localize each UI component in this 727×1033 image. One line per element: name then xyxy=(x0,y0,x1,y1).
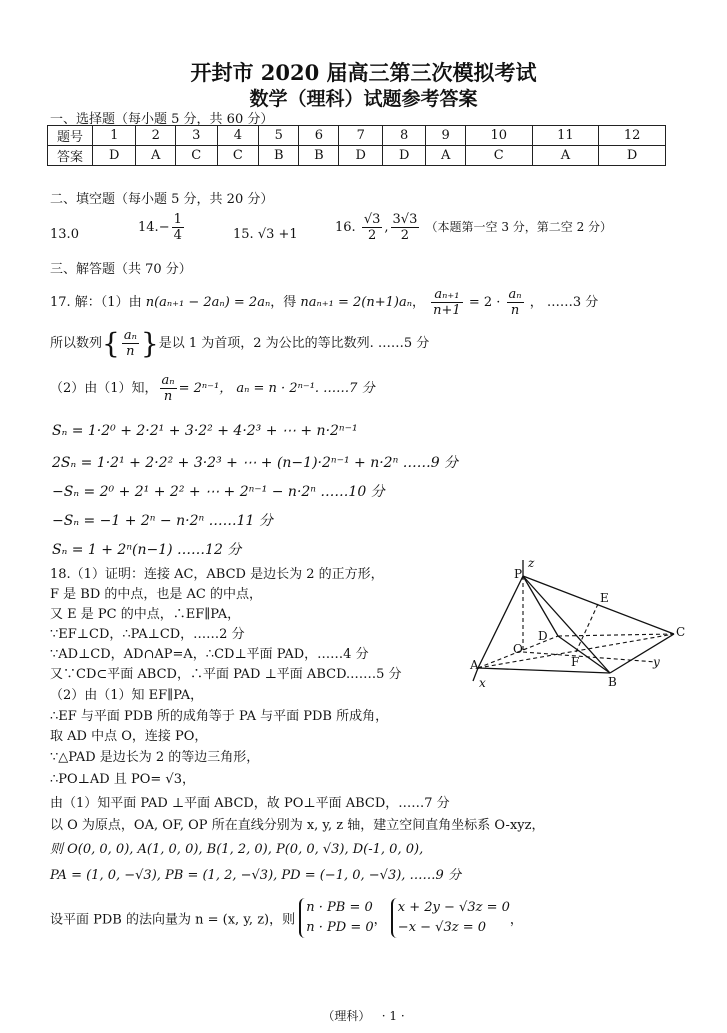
answer-14 xyxy=(138,212,186,243)
q17-line-5: 2Sₙ = 1·2¹ + 2·2² + 3·2³ + ⋯ + (n−1)·2ⁿ⁻¹ + n·2ⁿ ……9 分 xyxy=(52,455,459,471)
system-row: x + 2y − √3z = 0 xyxy=(397,900,510,915)
section1-heading: 一、选择题（每小题 5 分，共 60 分） xyxy=(50,112,274,127)
edge-AB xyxy=(478,668,610,673)
q18-line-10: ∵△PAD 是边长为 2 的等边三角形， xyxy=(50,750,260,765)
table-cell: 9 xyxy=(426,126,465,146)
label-C: C xyxy=(676,625,686,639)
table-cell: 3 xyxy=(175,126,217,146)
label-O: O xyxy=(513,642,523,656)
row-label: 答案 xyxy=(48,146,93,166)
label-y: y xyxy=(653,655,660,669)
q17-line-2: 所以数列{ $\frac{\text{aₙ}}{n}$ }是以 1 为首项，2 为公比的等比数列. ……5 分 xyxy=(50,327,430,360)
q18-line-11: ∴PO⊥AD 且 PO= √3， xyxy=(50,772,195,787)
q17-l1-frac2 xyxy=(507,287,524,318)
section2-heading: 二、填空题（每小题 5 分，共 20 分） xyxy=(50,192,274,207)
q17-l3-b: = 2ⁿ⁻¹， aₙ = n · 2ⁿ⁻¹. ……7 分 xyxy=(178,381,375,396)
table-cell: 1 xyxy=(93,126,136,146)
label-B: B xyxy=(608,675,617,689)
q17-l3-a: （2）由（1）知， xyxy=(50,381,158,396)
table-cell: D xyxy=(339,146,382,166)
edge-EF xyxy=(576,604,598,652)
q18-line-1: 18.（1）证明：连接 AC，ABCD 是边长为 2 的正方形， xyxy=(50,567,384,582)
q17-line-4: Sₙ = 1·2⁰ + 2·2¹ + 3·2² + 4·2³ + ⋯ + n·2ⁿ⁻¹ xyxy=(52,423,358,439)
answer-13 xyxy=(50,227,79,242)
table-cell: B xyxy=(299,146,339,166)
q17-line-8: Sₙ = 1 + 2ⁿ(n−1) ……12 分 xyxy=(52,542,242,558)
q13-label: 13. xyxy=(50,227,71,242)
fraction-numerator: aₙ xyxy=(123,328,137,343)
edge-PD xyxy=(523,576,558,636)
fraction-numerator: aₙ xyxy=(161,373,175,388)
system-row: −x − √3z = 0 xyxy=(397,920,487,935)
normal-vector-system-2 xyxy=(391,898,510,938)
label-E: E xyxy=(600,591,609,605)
normal-vector-system-1 xyxy=(299,898,373,938)
q18-line-16 xyxy=(50,898,523,938)
fraction-numerator: 3√3 xyxy=(392,212,418,227)
q17-l1-c: ，得 xyxy=(270,295,297,310)
q16-fraction-2 xyxy=(391,212,420,243)
q17-l1-a: 17. 解：（1）由 xyxy=(50,295,142,310)
q18-line-3: 又 E 是 PC 的中点，∴EF∥PA， xyxy=(50,607,241,622)
q15-label: 15. xyxy=(233,227,254,242)
fraction-denominator: 2 xyxy=(400,228,410,243)
q18-line-12: 由（1）知平面 PAD ⊥平面 ABCD，故 PO⊥平面 ABCD，……7 分 xyxy=(50,796,450,811)
label-D: D xyxy=(538,629,548,643)
q18-line-14: 则 O(0, 0, 0), A(1, 0, 0), B(1, 2, 0), P(0, 0, √3), D(-1, 0, 0), xyxy=(50,842,424,857)
fraction-denominator: 4 xyxy=(173,228,182,243)
q17-l1-b: n(aₙ₊₁ − 2aₙ) = 2aₙ xyxy=(145,295,271,310)
table-cell: D xyxy=(599,146,666,166)
table-cell: 8 xyxy=(382,126,425,146)
answer-16 xyxy=(335,212,612,243)
fraction-numerator: 1 xyxy=(173,212,182,227)
label-F: F xyxy=(571,655,580,669)
q17-line-3 xyxy=(50,373,375,404)
label-z: z xyxy=(528,556,535,570)
fraction-denominator: n xyxy=(126,344,135,359)
q18-line-15: PA = (1, 0, −√3), PB = (1, 2, −√3), PD = (−1, 0, −√3), ……9 分 xyxy=(50,868,461,883)
q18-l16-a: 设平面 PDB 的法向量为 n = (x, y, z)，则 xyxy=(50,912,296,928)
fraction-denominator: 2 xyxy=(367,228,377,243)
page-footer xyxy=(0,1007,727,1024)
q17-l2-b: 是以 1 为首项，2 为公比的等比数列. ……5 分 xyxy=(158,336,430,351)
q17-l2-a: 所以数列 xyxy=(50,336,103,351)
table-cell: A xyxy=(426,146,465,166)
table-cell: D xyxy=(382,146,425,166)
q14-fraction xyxy=(172,212,184,243)
fraction-numerator: aₙ₊₁ xyxy=(431,287,463,303)
q18-l16-comma: ， xyxy=(373,912,387,928)
q17-l1-e: ， xyxy=(411,295,425,310)
edge-PC xyxy=(523,576,674,634)
system-row: n · PB = 0 xyxy=(306,900,373,915)
q18-line-4: ∵EF⊥CD，∴PA⊥CD，……2 分 xyxy=(50,627,245,642)
q18-line-7: （2）由（1）知 EF∥PA， xyxy=(50,688,204,703)
q14-sign: − xyxy=(158,220,170,235)
q18-line-2: F 是 BD 的中点，也是 AC 的中点， xyxy=(50,587,262,602)
q18-line-5: ∵AD⊥CD，AD∩AP=A，∴CD⊥平面 PAD，……4 分 xyxy=(50,647,369,662)
table-cell: 6 xyxy=(299,126,339,146)
q17-l2-frac xyxy=(122,328,139,359)
q16-label: 16. xyxy=(335,220,356,235)
edge-DB xyxy=(558,636,610,673)
q17-line-1 xyxy=(50,287,598,318)
table-cell: B xyxy=(259,146,299,166)
table-cell: D xyxy=(93,146,136,166)
doc-title: 开封市 2020 届高三第三次模拟考试 xyxy=(190,60,537,85)
q18-line-8: ∴EF 与平面 PDB 所的成角等于 PA 与平面 PDB 所成角， xyxy=(50,709,389,724)
edge-BC xyxy=(610,634,674,673)
q17-l3-frac xyxy=(160,373,177,404)
q18-l16-end: ， xyxy=(509,912,523,928)
q17-line-7: −Sₙ = −1 + 2ⁿ − n·2ⁿ ……11 分 xyxy=(52,513,273,529)
table-cell: 7 xyxy=(339,126,382,146)
doc-subtitle: 数学（理科）试题参考答案 xyxy=(249,88,478,110)
table-cell: C xyxy=(465,146,532,166)
answer-15 xyxy=(233,227,298,242)
q17-l1-score: ， ……3 分 xyxy=(529,295,599,310)
table-cell: 10 xyxy=(465,126,532,146)
q16-separator: , xyxy=(384,220,389,235)
q17-line-6: −Sₙ = 2⁰ + 2¹ + 2² + ⋯ + 2ⁿ⁻¹ − n·2ⁿ ……10 分 xyxy=(52,484,385,500)
fraction-denominator: n+1 xyxy=(433,303,461,318)
section3-heading: 三、解答题（共 70 分） xyxy=(50,262,192,277)
table-row-answers xyxy=(48,146,666,166)
table-cell: 12 xyxy=(599,126,666,146)
answer-table xyxy=(47,125,666,166)
q18-line-6: 又∵CD⊂平面 ABCD，∴平面 PAD ⊥平面 ABCD.……5 分 xyxy=(50,667,402,682)
fraction-denominator: n xyxy=(163,389,173,404)
row-label: 题号 xyxy=(48,126,93,146)
q14-label: 14. xyxy=(138,220,159,235)
q15-value: √3 +1 xyxy=(257,227,298,242)
label-P: P xyxy=(514,567,523,581)
q13-value: 0 xyxy=(70,227,79,242)
q18-line-9: 取 AD 中点 O，连接 PO， xyxy=(50,729,208,744)
table-cell: 5 xyxy=(259,126,299,146)
table-cell: A xyxy=(532,146,599,166)
footer-text: （理科） xyxy=(322,1009,371,1023)
fraction-denominator: n xyxy=(510,303,520,318)
q17-l1-frac1 xyxy=(431,287,463,318)
label-A: A xyxy=(470,658,479,672)
q16-fraction-1 xyxy=(362,212,383,243)
q18-line-13: 以 O 为原点，OA, OF, OP 所在直线分别为 x, y, z 轴，建立空间直角坐标系 O-xyz， xyxy=(50,818,545,833)
label-x: x xyxy=(479,676,486,690)
table-cell: 4 xyxy=(217,126,259,146)
system-row: n · PD = 0 xyxy=(306,920,374,935)
table-row-numbers xyxy=(48,126,666,146)
q16-note: （本题第一空 3 分，第二空 2 分） xyxy=(425,220,613,234)
page-number: · 1 · xyxy=(381,1009,405,1023)
table-cell: C xyxy=(217,146,259,166)
table-cell: 2 xyxy=(136,126,175,146)
pyramid-figure xyxy=(468,556,690,691)
table-cell: A xyxy=(136,146,175,166)
q17-l1-mid: = 2 · xyxy=(468,295,501,310)
q17-l1-d: naₙ₊₁ = 2(n+1)aₙ xyxy=(300,295,412,310)
fraction-numerator: aₙ xyxy=(508,287,522,302)
table-cell: 11 xyxy=(532,126,599,146)
table-cell: C xyxy=(175,146,217,166)
fraction-numerator: √3 xyxy=(363,212,381,227)
